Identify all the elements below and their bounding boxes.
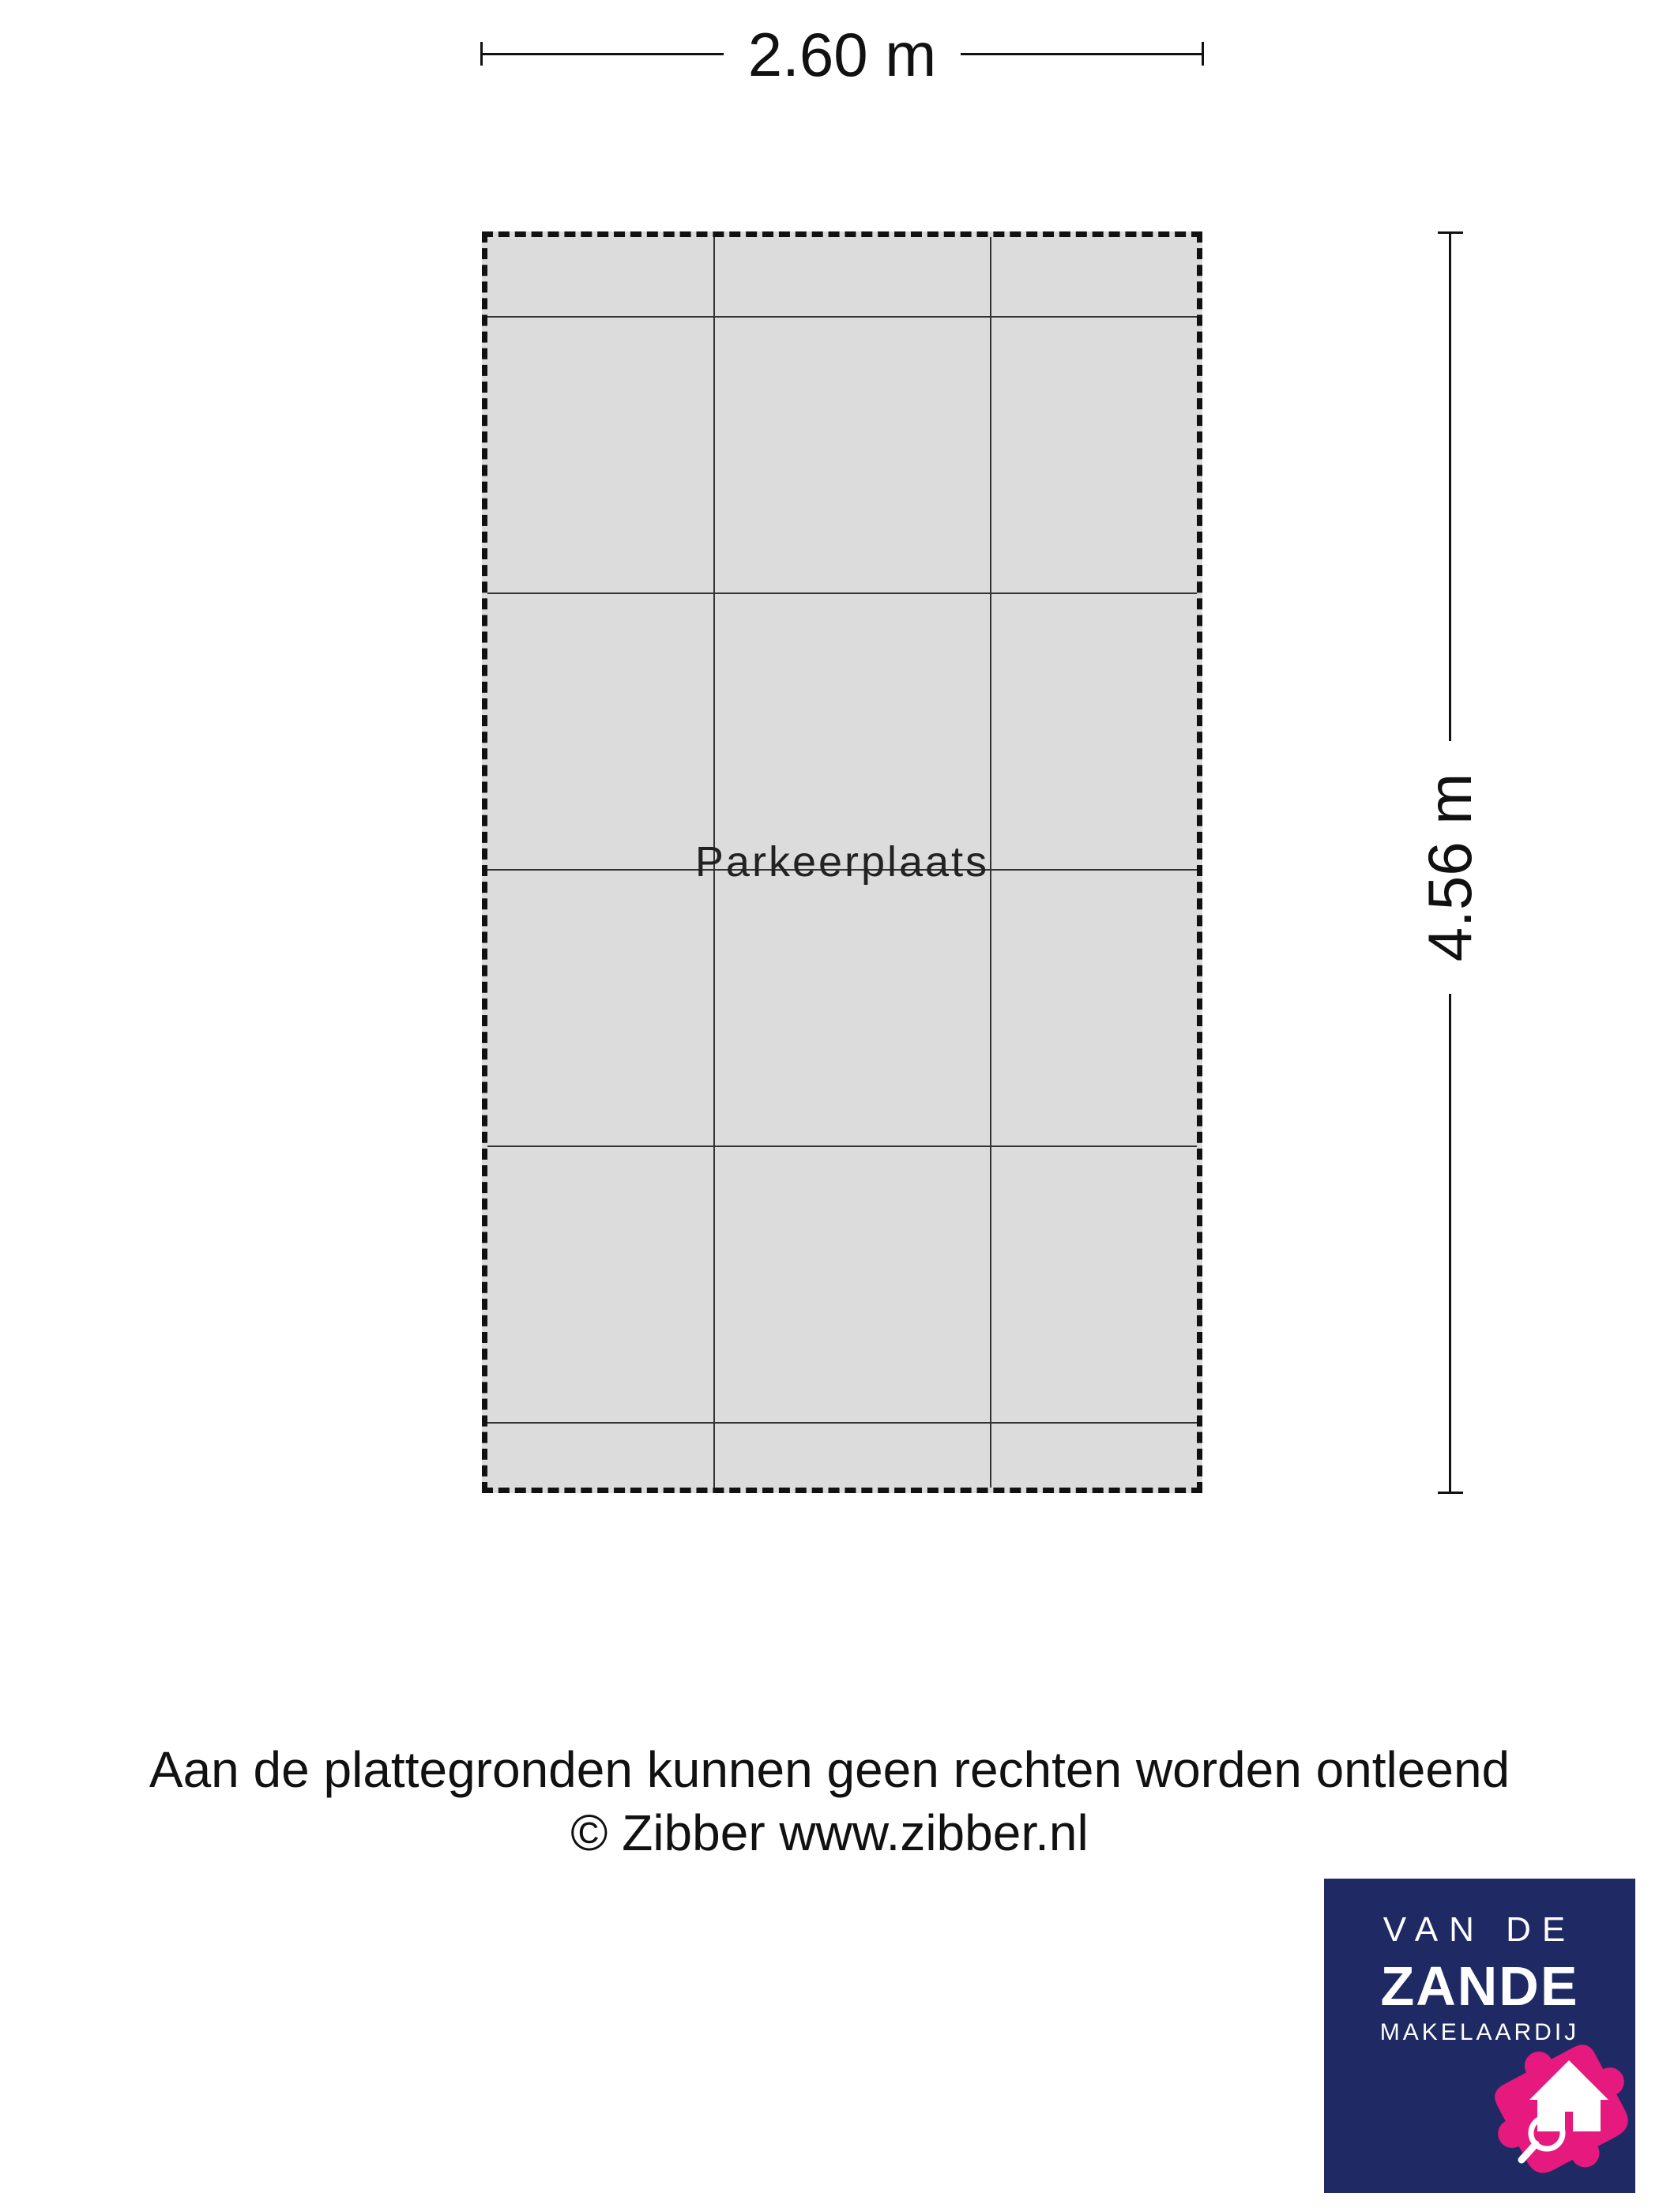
width-dimension-tick-left <box>480 42 483 66</box>
room-parkeerplaats <box>482 231 1202 1493</box>
disclaimer-text: Aan de plattegronden kunnen geen rechten worden ontleend <box>149 1741 1510 1798</box>
floor-grid-line <box>487 316 1197 318</box>
floor-grid-line <box>487 1422 1197 1424</box>
width-dimension-line-left <box>480 53 724 55</box>
room-label: Parkeerplaats <box>694 838 990 886</box>
logo-line-zande: ZANDE <box>1380 1955 1579 2017</box>
height-dimension-line-bottom <box>1449 994 1451 1493</box>
height-dimension-tick-bottom <box>1438 1492 1463 1494</box>
logo-line-makelaardij: MAKELAARDIJ <box>1379 2019 1580 2045</box>
width-dimension-line-right <box>961 53 1203 55</box>
height-dimension-label: 4.56 m <box>1415 773 1484 962</box>
floor-grid-line <box>487 592 1197 594</box>
width-dimension-label: 2.60 m <box>747 20 937 89</box>
floor-grid-line <box>487 1146 1197 1147</box>
copyright-text: © Zibber www.zibber.nl <box>570 1804 1089 1861</box>
logo-line-van-de: VAN DE <box>1382 1910 1577 1949</box>
height-dimension-line-top <box>1449 231 1451 741</box>
house-magnifier-icon <box>1490 2029 1632 2187</box>
width-dimension-tick-right <box>1202 42 1204 66</box>
agency-logo <box>1324 1879 1635 2193</box>
